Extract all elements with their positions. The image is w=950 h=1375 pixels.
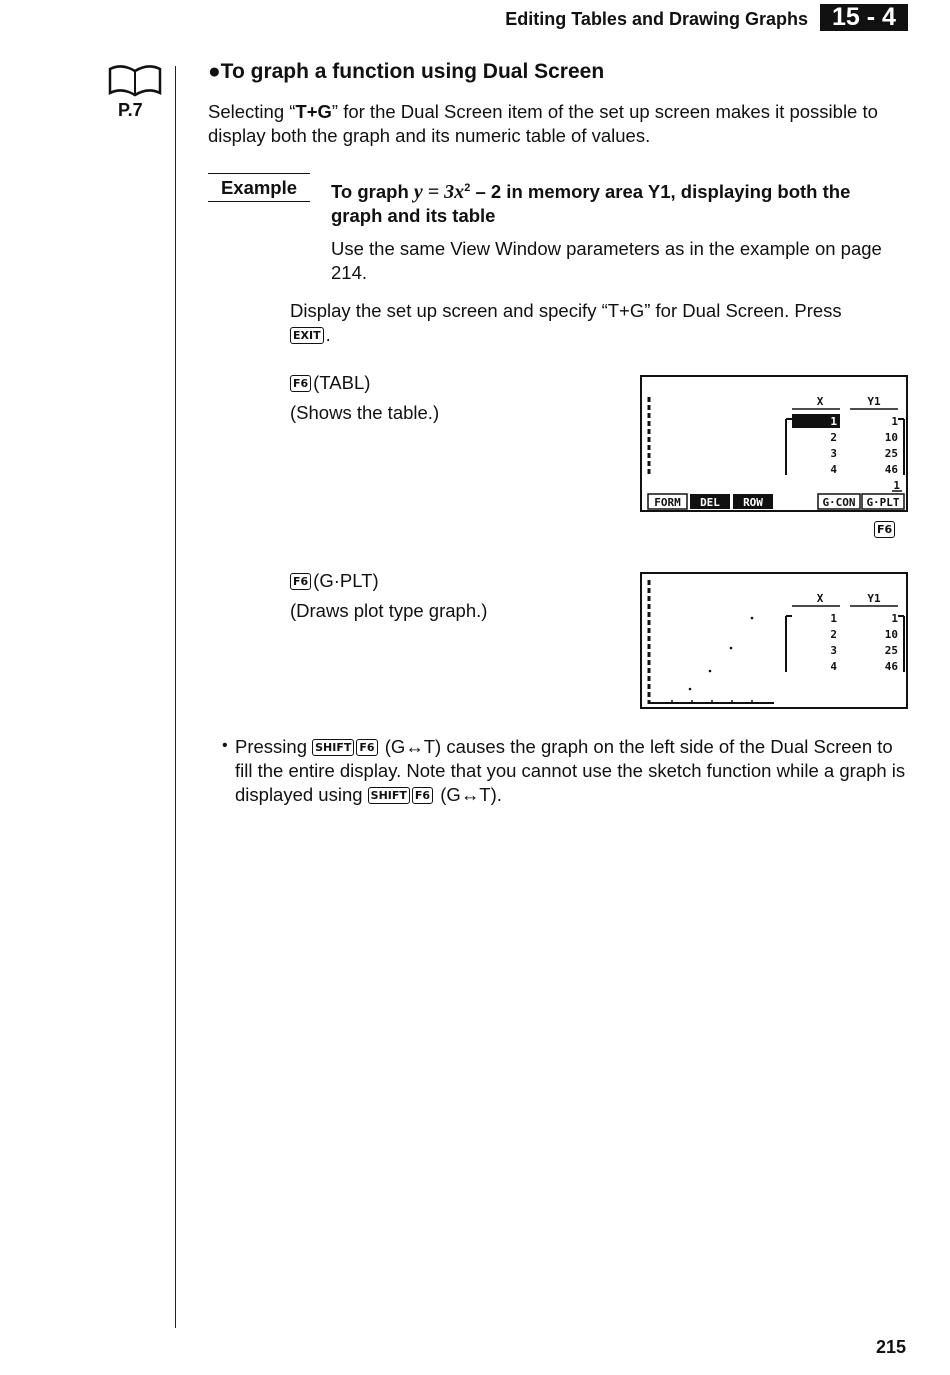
bullet-text-end: (G↔T). — [440, 784, 502, 805]
running-header-title: Editing Tables and Drawing Graphs — [505, 9, 808, 29]
menu-item-gcon[interactable]: G·CON — [822, 496, 856, 509]
table-cell: 10 — [884, 431, 898, 444]
table-cell: 25 — [884, 447, 898, 460]
intro-paragraph — [208, 100, 908, 148]
intro-text-bold: T+G — [295, 101, 332, 122]
example-title-math: y = 3x — [413, 181, 465, 204]
menu-item-gplt[interactable]: G·PLT — [866, 496, 900, 509]
example-title-pre: To graph — [331, 181, 414, 203]
page-reference: P.7 — [118, 100, 143, 120]
shift-key-icon: SHIFT — [368, 787, 410, 804]
table-cell: 1 — [830, 612, 837, 625]
step-setup — [290, 299, 910, 347]
menu-item-form[interactable]: FORM — [654, 496, 681, 509]
f6-key-icon — [874, 521, 897, 540]
intro-text-pre: Selecting “ — [208, 101, 296, 122]
shift-key-icon: SHIFT — [312, 739, 354, 756]
book-icon — [108, 63, 162, 99]
example-title-exponent: 2 — [464, 182, 471, 194]
plot-point — [709, 670, 712, 673]
table-cell: 1 — [891, 415, 898, 428]
table-cell: 4 — [830, 463, 837, 476]
table-cell: 46 — [884, 660, 898, 673]
plot-point — [730, 647, 733, 650]
bullet-text-mid: (G↔T) causes the graph on the left side of the Dual Screen to fill the entire display. Note that you cannot use the sketch function while a graph is displayed using — [235, 736, 906, 805]
menu-item-row[interactable]: ROW — [743, 496, 763, 509]
table-cell: 46 — [884, 463, 898, 476]
step-table-label: (TABL) — [313, 372, 371, 393]
f6-key-icon: F6 — [356, 739, 377, 756]
table-cell: 2 — [830, 628, 837, 641]
table-cell: 3 — [830, 644, 837, 657]
example-note: Use the same View Window parameters as in the example on page 214. — [331, 238, 882, 283]
calculator-screen-table — [640, 375, 908, 512]
cursor-value-readout: 1 — [893, 479, 900, 492]
example-title — [331, 176, 906, 228]
bullet-note — [235, 735, 915, 807]
f6-key-label: F6 — [874, 521, 895, 538]
table-cell: 3 — [830, 447, 837, 460]
step-plot — [290, 569, 379, 593]
step-setup-text: Display the set up screen and specify “T+G” for Dual Screen. Press — [290, 300, 842, 321]
f6-key-icon: F6 — [290, 573, 311, 590]
plot-point — [689, 688, 692, 691]
calculator-screen-graph — [640, 572, 908, 709]
table-cell: 1 — [830, 415, 837, 428]
section-heading: ●To graph a function using Dual Screen — [208, 60, 605, 83]
table-cell: 2 — [830, 431, 837, 444]
step-plot-label: (G·PLT) — [313, 570, 379, 591]
table-header-x: X — [816, 592, 824, 605]
example-title-post: – 2 in memory area Y1, displaying both the graph and its table — [331, 181, 851, 227]
example-label: Example — [208, 173, 310, 202]
bullet-text-pre: Pressing — [235, 736, 307, 757]
step-table-desc: (Shows the table.) — [290, 402, 440, 423]
plot-point — [751, 617, 754, 620]
exit-key-icon: EXIT — [290, 327, 324, 344]
page-number: 215 — [876, 1337, 907, 1357]
menu-item-del[interactable]: DEL — [700, 496, 720, 509]
table-header-x: X — [816, 395, 824, 408]
f6-key-icon: F6 — [412, 787, 433, 804]
step-table — [290, 371, 370, 395]
function-menu — [648, 494, 904, 509]
table-cell: 4 — [830, 660, 837, 673]
f6-key-icon: F6 — [290, 375, 311, 392]
step-setup-end: . — [325, 324, 331, 345]
table-cell: 10 — [884, 628, 898, 641]
section-badge: 15 - 4 — [820, 4, 908, 31]
table-cell: 1 — [891, 612, 898, 625]
table-cell: 25 — [884, 644, 898, 657]
step-plot-desc: (Draws plot type graph.) — [290, 600, 488, 621]
bullet-dot: • — [222, 737, 228, 754]
intro-text-post: ” for the Dual Screen item of the set up screen makes it possible to display both the graph and its numeric table of values. — [208, 101, 878, 146]
table-header-y1: Y1 — [867, 395, 881, 408]
table-header-y1: Y1 — [867, 592, 881, 605]
margin-rule — [175, 66, 176, 1328]
